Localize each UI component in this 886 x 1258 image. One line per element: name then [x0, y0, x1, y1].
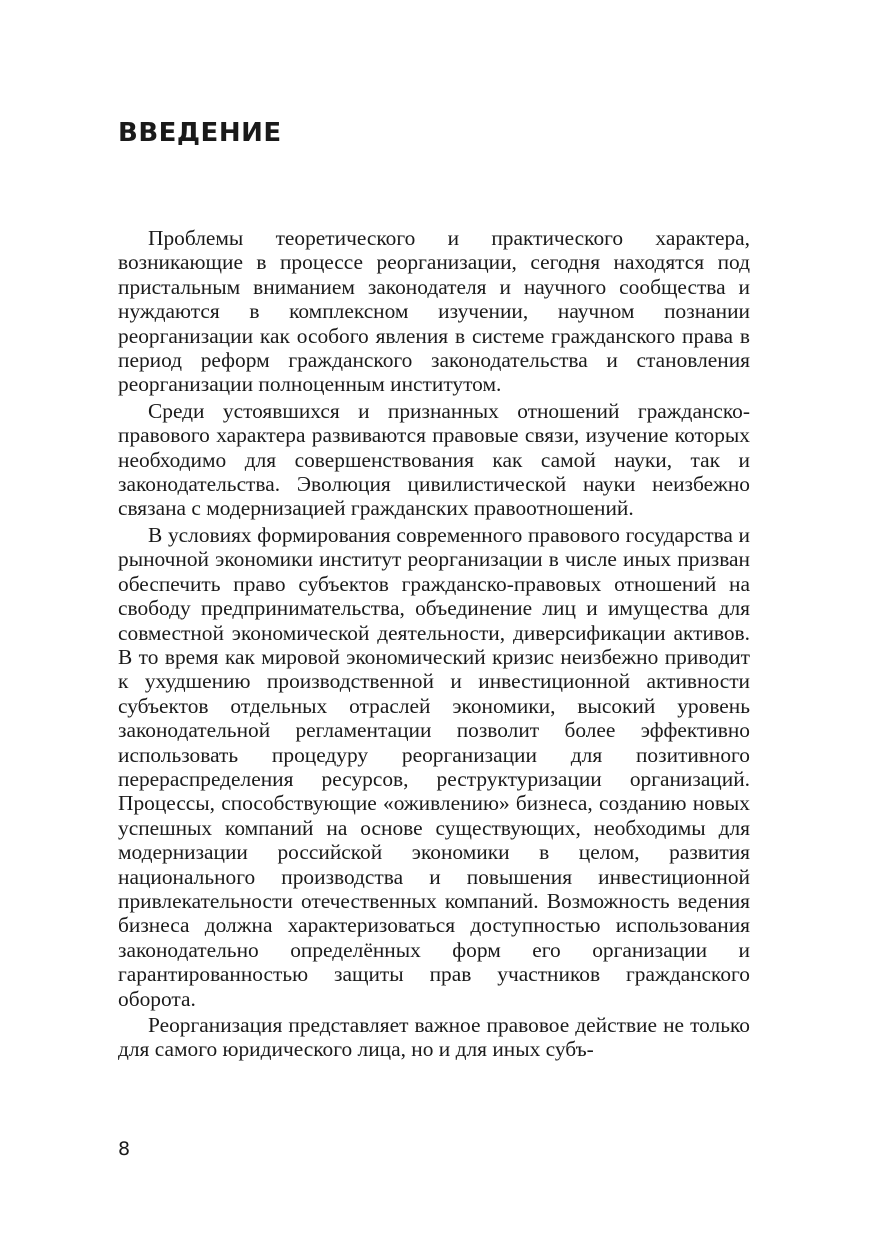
paragraph-4: Реорганизация представляет важное правовое действие не только для самого юридического лица, но и для иных субъ-	[118, 1013, 750, 1062]
page-number: 8	[118, 1138, 131, 1160]
paragraph-1: Проблемы теоретического и практического характера, возникающие в процессе реорганизации, сегодня находятся под пристальным вниманием законодателя и научного сообщества и нуждаются в комплексном изучении, научном познании реорганизации как особого явления в системе гражданского права в период реформ гражданского законодательства и становления реорганизации полноценным институтом.	[118, 226, 750, 397]
paragraph-3: В условиях формирования современного правового государства и рыночной экономики институт реорганизации в числе иных призван обеспечить право субъектов гражданско-правовых отношений на свободу предпринимательства, объединение лиц и имущества для совместной экономической деятельности, диверсификации активов. В то время как мировой экономический кризис неизбежно приводит к ухудшению производственной и инвестиционной активности субъектов отдельных отраслей экономики, высокий уровень законодательной регламентации позволит более эффективно использовать процедуру реорганизации для позитивного перераспределения ресурсов, реструктуризации организаций. Процессы, способствующие «оживлению» бизнеса, созданию новых успешных компаний на основе существующих, необходимы для модернизации российской экономики в целом, развития национального производства и повышения инвестиционной привлекательности отечественных компаний. Возможность ведения бизнеса должна характеризоваться доступностью использования законодательно определённых форм его организации и гарантированностью защиты прав участников гражданского оборота.	[118, 522, 750, 1011]
paragraph-2: Среди устоявшихся и признанных отношений гражданско-правового характера развиваются правовые связи, изучение которых необходимо для совершенствования как самой науки, так и законодательства. Эволюция цивилистической науки неизбежно связана с модернизацией гражданских правоотношений.	[118, 398, 750, 521]
body-text	[118, 226, 750, 1062]
section-heading: ВВЕДЕНИЕ	[118, 118, 282, 148]
